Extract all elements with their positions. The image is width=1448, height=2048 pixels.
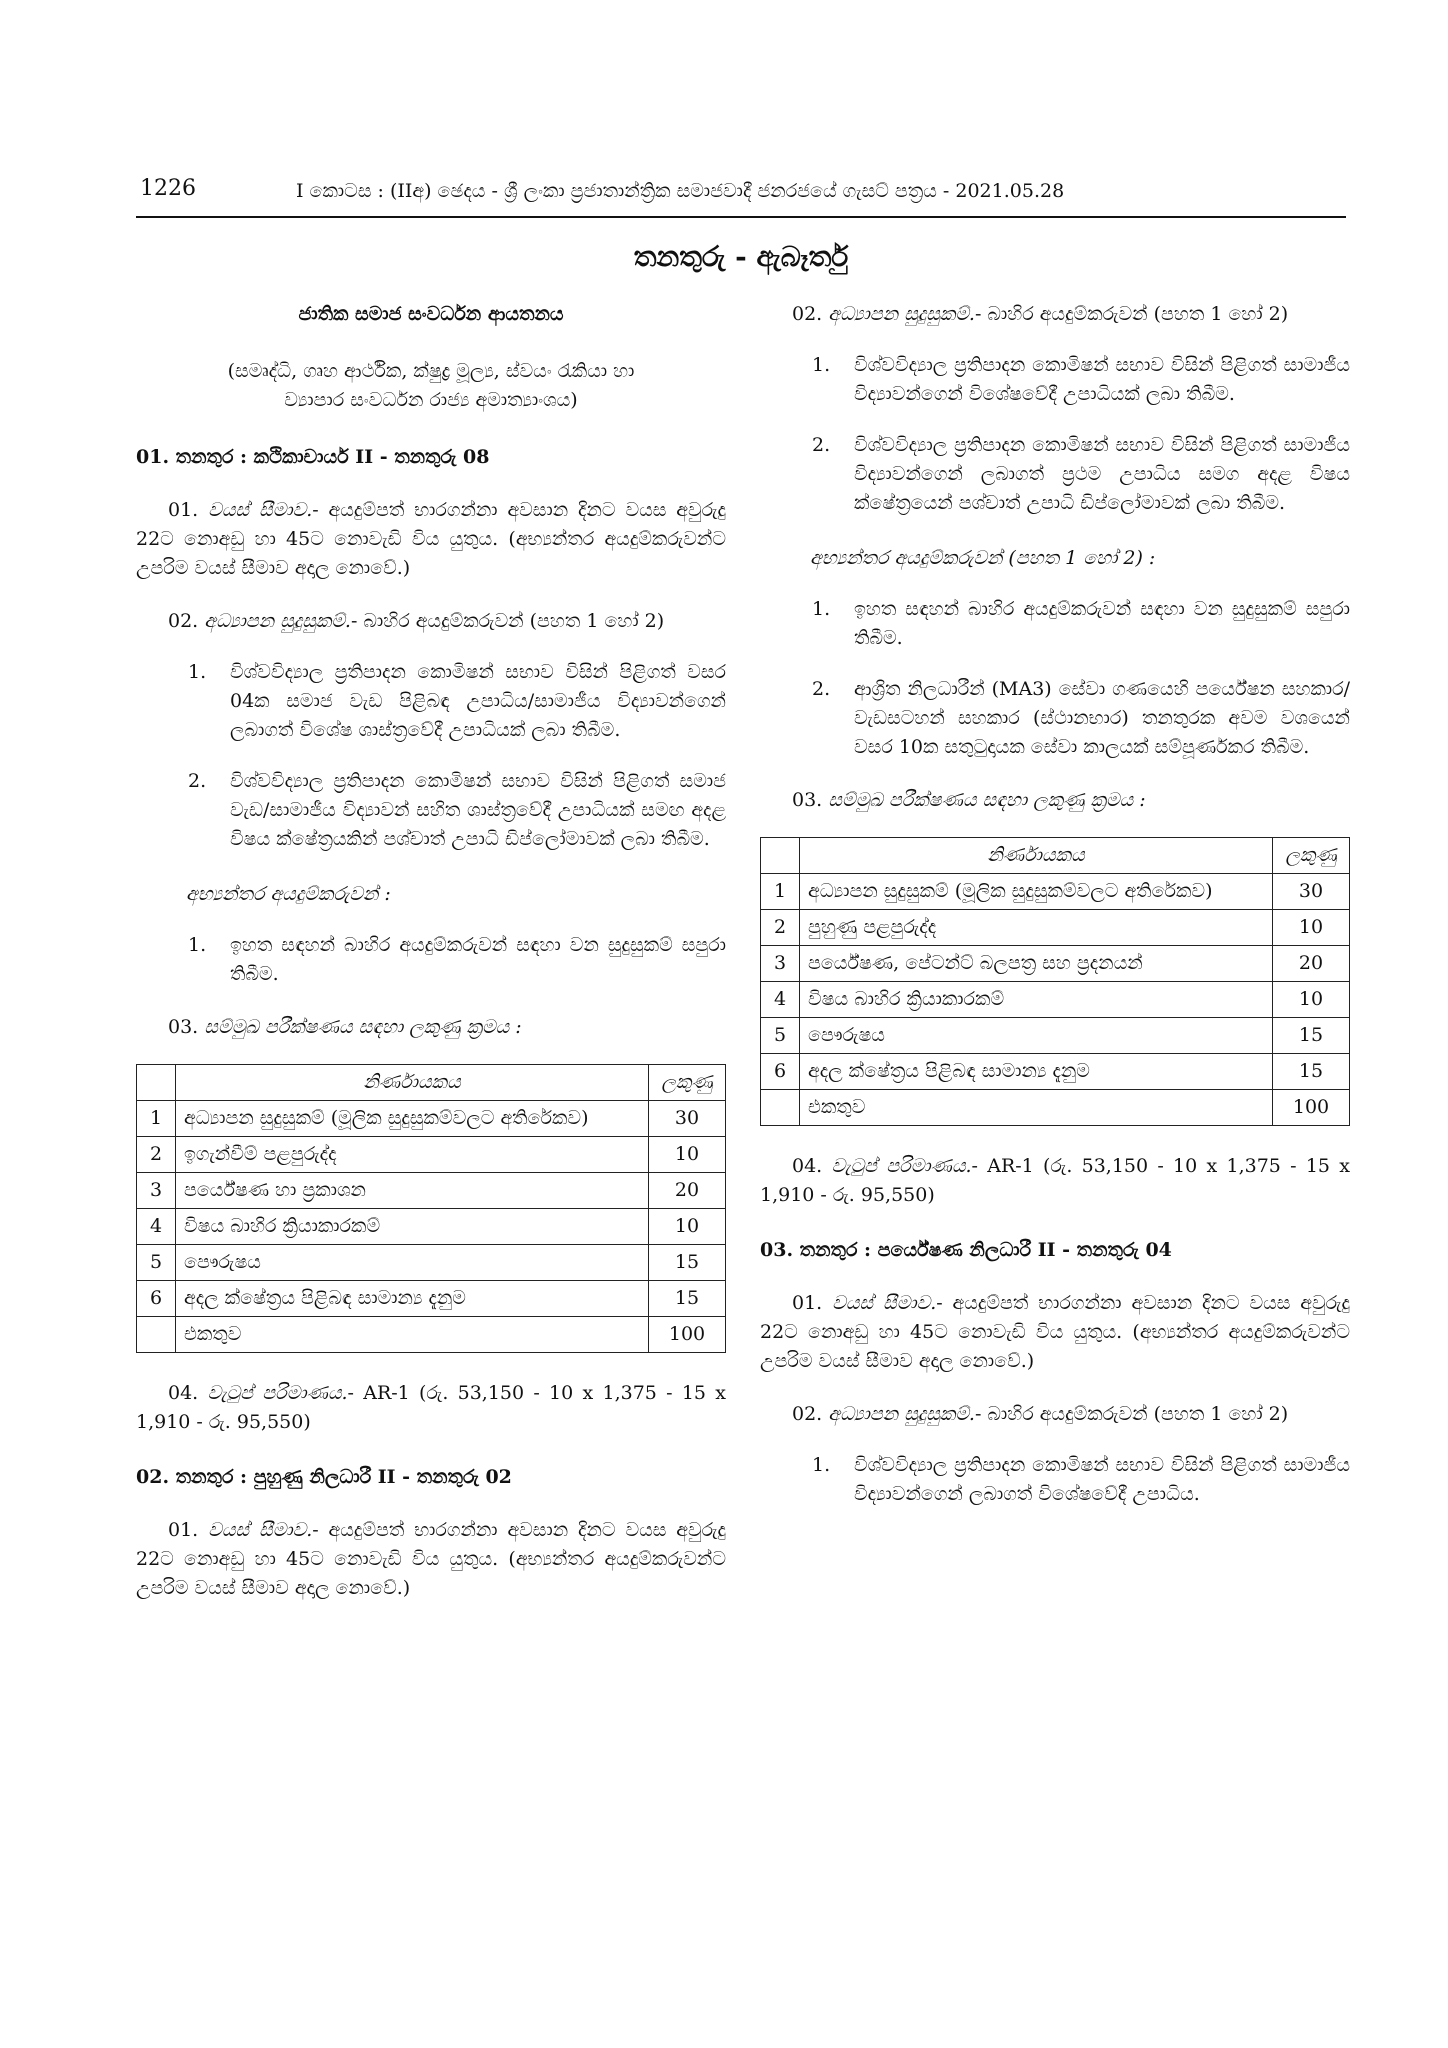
header-rule xyxy=(136,216,1346,218)
post1-internal-label: අභ්‍යන්තර අයදුම්කරුවන් : xyxy=(186,883,391,905)
post2-heading: 02. තනතුර : පුහුණු නිලධාරී II - තනතුරු 02 xyxy=(136,1466,512,1488)
list-item: 1. විශ්වවිද්‍යාල ප්‍රතිපාදන කොමිෂන් සභාව විසින් පිළිගත් වසර 04ක සමාජ වැඩ පිළිබඳ උපාධිය/සාමාජීය විද්‍යාවන්ගෙන් ලබාගත් විශේෂ ශාස්ත්‍රවේදී උපාධියක් ලබා තිබීම. xyxy=(188,661,726,741)
column-header: ලකුණු xyxy=(1273,838,1350,874)
right-column xyxy=(760,300,1350,1509)
table-row: 6 අදල ක්ෂේත්‍රය පිළිබඳ සාමාන්‍ය දැනුම 15 xyxy=(137,1281,726,1317)
table-total-row: එකතුව 100 xyxy=(761,1090,1350,1126)
table-header-row xyxy=(137,1065,726,1101)
post2-salary: 04. වැටුප් පරිමාණය.- AR-1 (රු. 53,150 - 10 x 1,375 - 15 x 1,910 - රු. 95,550) xyxy=(760,1155,1350,1206)
table-row: 6 අදල ක්ෂේත්‍රය පිළිබඳ සාමාන්‍ය දැනුම 15 xyxy=(761,1054,1350,1090)
list-item: 1. ඉහත සඳහන් බාහිර අයදුම්කරුවන් සඳහා වන සුදුසුකම් සපුරා තිබීම. xyxy=(812,598,1350,649)
list-item: 1. විශ්වවිද්‍යාල ප්‍රතිපාදන කොමිෂන් සභාව විසින් පිළිගත් සාමාජීය විද්‍යාවන්ගෙන් ලබාගත් විශේෂවේදී උපාධිය. xyxy=(812,1454,1350,1505)
list-item: 2. විශ්වවිද්‍යාල ප්‍රතිපාදන කොමිෂන් සභාව විසින් පිළිගත් සාමාජීය විද්‍යාවන්ගෙන් ලබාගත් ප්‍රථම උපාධිය සමග අදළ විෂය ක්ෂේත්‍රයෙන් පශ්චාත් උපාධි ඩිප්ලෝමාවක් ලබා තිබීම. xyxy=(812,434,1350,514)
post1-age-limit: 01. වයස් සීමාව.- අයදුම්පත් භාරගන්නා අවසාන දිනට වයස අවුරුදු 22ට නොඅඩු හා 45ට නොවැඩි විය යුතුය. (අභ්‍යන්තර අයදුම්කරුවන්ට උපරිම වයස් සීමාව අදාල නොවේ.) xyxy=(136,499,726,579)
post2-age-limit: 01. වයස් සීමාව.- අයදුම්පත් භාරගන්නා අවසාන දිනට වයස අවුරුදු 22ට නොඅඩු හා 45ට නොවැඩි විය යුතුය. (අභ්‍යන්තර අයදුම්කරුවන්ට උපරිම වයස් සීමාව අදාල නොවේ.) xyxy=(136,1519,726,1599)
post1-education: 02. අධ්‍යාපන සුදුසුකම්.- බාහිර අයදුම්කරුවන් (පහත 1 හෝ 2) xyxy=(168,610,665,632)
post1-marks-table xyxy=(136,1064,726,1353)
post2-internal-label: අභ්‍යන්තර අයදුම්කරුවන් (පහත 1 හෝ 2) : xyxy=(810,547,1156,569)
post2-marks-table xyxy=(760,837,1350,1126)
table-row: 5 පෞරුෂය 15 xyxy=(137,1245,726,1281)
list-item: 1. ඉහත සඳහන් බාහිර අයදුම්කරුවන් සඳහා වන සුදුසුකම් සපුරා තිබීම. xyxy=(188,934,726,985)
institute-name: ජාතික සමාජ සංවර්ධන ආයතනය xyxy=(298,303,564,325)
table-row: 3 පර්යේෂණ හා ප්‍රකාශන 20 xyxy=(137,1173,726,1209)
table-header-row xyxy=(761,838,1350,874)
list-item: 2. ආශ්‍රිත නිලධාරීන් (MA3) සේවා ගණයෙහි පර්යේෂන සහකාර/ වැඩසටහන් සහකාර (ස්ථානභාර) තනතුරක අවම වශයෙන් වසර 10ක සතුටුදායක සේවා කාලයක් සම්පූර්ණකර තිබීම. xyxy=(812,678,1350,758)
section-title: තනතුරු - ඇබෑර්තු xyxy=(633,240,849,273)
table-row: 4 විෂය බාහිර ක්‍රියාකාරකම් 10 xyxy=(137,1209,726,1245)
left-column xyxy=(136,300,726,1603)
post3-heading: 03. තනතුර : පර්යේෂණ නිලධාරී II - තනතුරු 04 xyxy=(760,1239,1172,1261)
post2-education: 02. අධ්‍යාපන සුදුසුකම්.- බාහිර අයදුම්කරුවන් (පහත 1 හෝ 2) xyxy=(792,303,1289,325)
table-row: 4 විෂය බාහිර ක්‍රියාකාරකම් 10 xyxy=(761,982,1350,1018)
table-row: 2 පුහුණු පළපුරුද්ද 10 xyxy=(761,910,1350,946)
post1-marks-heading: 03. සම්මුඛ පරීක්ෂණය සඳහා ලකුණු ක්‍රමය : xyxy=(168,1016,522,1038)
post1-salary: 04. වැටුප් පරිමාණය.- AR-1 (රු. 53,150 - 10 x 1,375 - 15 x 1,910 - රු. 95,550) xyxy=(136,1382,726,1433)
ministry-line-1: (සමෘද්ධි, ගෘහ ආර්ථික, ක්ෂුද්‍ර මූල්‍ය, ස්වයං රැකියා හා xyxy=(227,360,635,382)
table-row: 1 අධ්‍යාපන සුදුසුකම් (මූලික සුදුසුකම්වලට අතිරේකව) 30 xyxy=(761,874,1350,910)
post2-marks-heading: 03. සම්මුඛ පරීක්ෂණය සඳහා ලකුණු ක්‍රමය : xyxy=(792,789,1146,811)
table-total-row: එකතුව 100 xyxy=(137,1317,726,1353)
post1-heading: 01. තනතුර : කථිකාචාර්ය II - තනතුරු 08 xyxy=(136,446,490,468)
list-item: 2. විශ්වවිද්‍යාල ප්‍රතිපාදන කොමිෂන් සභාව විසින් පිළිගත් සමාජ වැඩ/සාමාජීය විද්‍යාවන් සහිත ශාස්ත්‍රවේදී උපාධියක් සමඟ අදළ විෂය ක්ෂේත්‍රයකින් පශ්චාත් උපාධි ඩිප්ලෝමාවක් ලබා තිබීම. xyxy=(188,770,726,850)
table-row: 5 පෞරුෂය 15 xyxy=(761,1018,1350,1054)
list-item: 1. විශ්වවිද්‍යාල ප්‍රතිපාදන කොමිෂන් සභාව විසින් පිළිගත් සාමාජීය විද්‍යාවන්ගෙන් විශේෂවේදී උපාධියක් ලබා තිබීම. xyxy=(812,354,1350,405)
table-row: 3 පර්යේෂණ, පේටන්ට් බලපත්‍ර සහ ප්‍රදනයන් 20 xyxy=(761,946,1350,982)
table-row: 1 අධ්‍යාපන සුදුසුකම් (මූලික සුදුසුකම්වලට අතිරේකව) 30 xyxy=(137,1101,726,1137)
post3-age-limit: 01. වයස් සීමාව.- අයදුම්පත් භාරගන්නා අවසාන දිනට වයස අවුරුදු 22ට නොඅඩු හා 45ට නොවැඩි විය යුතුය. (අභ්‍යන්තර අයදුම්කරුවන්ට උපරිම වයස් සීමාව අදාල නොවේ.) xyxy=(760,1292,1350,1372)
column-header: ලකුණු xyxy=(649,1065,726,1101)
table-row: 2 ඉගැන්වීම් පළපුරුද්ද 10 xyxy=(137,1137,726,1173)
post3-education: 02. අධ්‍යාපන සුදුසුකම්.- බාහිර අයදුම්කරුවන් (පහත 1 හෝ 2) xyxy=(792,1403,1289,1425)
running-head: I කොටස : (IIඅ) ඡෙදය - ශ්‍රී ලංකා ප්‍රජාතාන්ත්‍රික සමාජවාදී ජනරජයේ ගැසට් පත්‍රය - 2021.05.28 xyxy=(296,180,1065,202)
ministry-line-2: ව්‍යාපාර සංවර්ධන රාජ්‍ය අමාත්‍යාංශය) xyxy=(284,389,578,411)
page-number: 1226 xyxy=(140,176,196,201)
column-header: නිර්ණායකය xyxy=(800,838,1273,874)
column-header: නිර්ණායකය xyxy=(176,1065,649,1101)
